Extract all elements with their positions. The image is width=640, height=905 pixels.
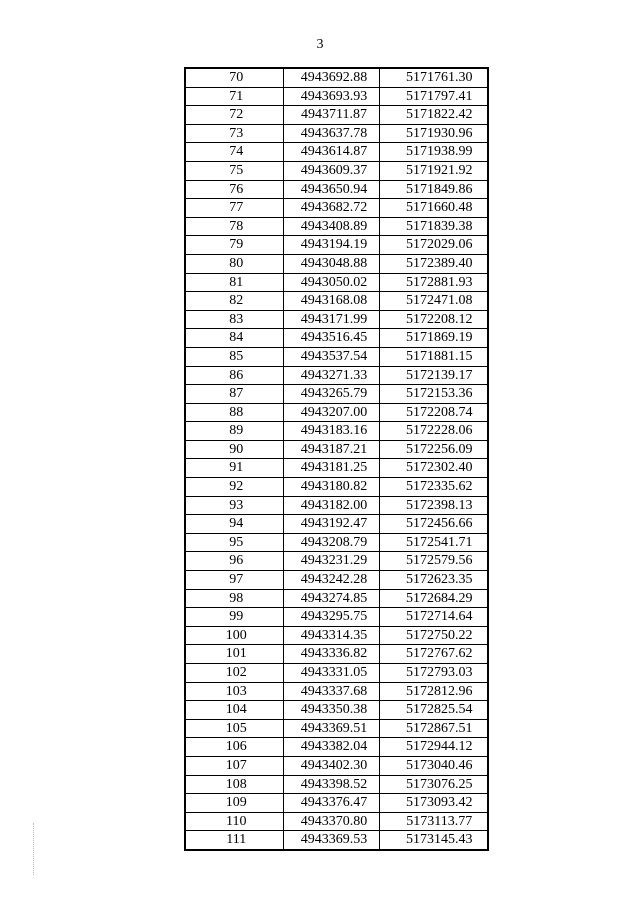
point-number-cell: 102 — [185, 664, 283, 683]
y-coordinate-cell: 5172793.03 — [379, 664, 488, 683]
x-coordinate-cell: 4943192.47 — [283, 515, 379, 534]
y-coordinate-cell: 5172389.40 — [379, 254, 488, 273]
x-coordinate-cell: 4943208.79 — [283, 533, 379, 552]
x-coordinate-cell: 4943207.00 — [283, 403, 379, 422]
table-row — [185, 385, 488, 404]
table-row — [185, 738, 488, 757]
y-coordinate-cell: 5172944.12 — [379, 738, 488, 757]
point-number-cell: 85 — [185, 347, 283, 366]
point-number-cell: 81 — [185, 273, 283, 292]
table-row — [185, 515, 488, 534]
point-number-cell: 101 — [185, 645, 283, 664]
x-coordinate-cell: 4943274.85 — [283, 589, 379, 608]
point-number-cell: 94 — [185, 515, 283, 534]
y-coordinate-cell: 5171660.48 — [379, 199, 488, 218]
point-number-cell: 82 — [185, 292, 283, 311]
table-row — [185, 756, 488, 775]
x-coordinate-cell: 4943271.33 — [283, 366, 379, 385]
y-coordinate-cell: 5172456.66 — [379, 515, 488, 534]
point-number-cell: 87 — [185, 385, 283, 404]
table-row — [185, 422, 488, 441]
x-coordinate-cell: 4943295.75 — [283, 608, 379, 627]
point-number-cell: 89 — [185, 422, 283, 441]
table-row — [185, 273, 488, 292]
y-coordinate-cell: 5172867.51 — [379, 719, 488, 738]
x-coordinate-cell: 4943168.08 — [283, 292, 379, 311]
table-row — [185, 310, 488, 329]
x-coordinate-cell: 4943516.45 — [283, 329, 379, 348]
y-coordinate-cell: 5171797.41 — [379, 87, 488, 106]
table-row — [185, 496, 488, 515]
x-coordinate-cell: 4943609.37 — [283, 161, 379, 180]
x-coordinate-cell: 4943402.30 — [283, 756, 379, 775]
table-row — [185, 664, 488, 683]
y-coordinate-cell: 5172541.71 — [379, 533, 488, 552]
table-row — [185, 533, 488, 552]
table-row — [185, 589, 488, 608]
point-number-cell: 77 — [185, 199, 283, 218]
x-coordinate-cell: 4943265.79 — [283, 385, 379, 404]
y-coordinate-cell: 5172684.29 — [379, 589, 488, 608]
y-coordinate-cell: 5171938.99 — [379, 143, 488, 162]
x-coordinate-cell: 4943398.52 — [283, 775, 379, 794]
y-coordinate-cell: 5173145.43 — [379, 831, 488, 850]
y-coordinate-cell: 5172623.35 — [379, 571, 488, 590]
point-number-cell: 105 — [185, 719, 283, 738]
point-number-cell: 106 — [185, 738, 283, 757]
x-coordinate-cell: 4943637.78 — [283, 124, 379, 143]
x-coordinate-cell: 4943408.89 — [283, 217, 379, 236]
y-coordinate-cell: 5171881.15 — [379, 347, 488, 366]
y-coordinate-cell: 5172714.64 — [379, 608, 488, 627]
table-row — [185, 812, 488, 831]
x-coordinate-cell: 4943187.21 — [283, 440, 379, 459]
point-number-cell: 88 — [185, 403, 283, 422]
y-coordinate-cell: 5172256.09 — [379, 440, 488, 459]
point-number-cell: 95 — [185, 533, 283, 552]
y-coordinate-cell: 5172812.96 — [379, 682, 488, 701]
table-row — [185, 254, 488, 273]
point-number-cell: 80 — [185, 254, 283, 273]
point-number-cell: 93 — [185, 496, 283, 515]
point-number-cell: 76 — [185, 180, 283, 199]
point-number-cell: 109 — [185, 794, 283, 813]
y-coordinate-cell: 5172767.62 — [379, 645, 488, 664]
y-coordinate-cell: 5172398.13 — [379, 496, 488, 515]
y-coordinate-cell: 5173113.77 — [379, 812, 488, 831]
table-row — [185, 68, 488, 87]
table-row — [185, 701, 488, 720]
x-coordinate-cell: 4943711.87 — [283, 106, 379, 125]
table-row — [185, 124, 488, 143]
table-row — [185, 608, 488, 627]
x-coordinate-cell: 4943614.87 — [283, 143, 379, 162]
table-row — [185, 794, 488, 813]
table-row — [185, 645, 488, 664]
x-coordinate-cell: 4943048.88 — [283, 254, 379, 273]
table-row — [185, 478, 488, 497]
x-coordinate-cell: 4943350.38 — [283, 701, 379, 720]
table-row — [185, 347, 488, 366]
point-number-cell: 83 — [185, 310, 283, 329]
table-row — [185, 552, 488, 571]
x-coordinate-cell: 4943537.54 — [283, 347, 379, 366]
x-coordinate-cell: 4943314.35 — [283, 626, 379, 645]
y-coordinate-cell: 5171849.86 — [379, 180, 488, 199]
table-row — [185, 180, 488, 199]
table-row — [185, 217, 488, 236]
x-coordinate-cell: 4943650.94 — [283, 180, 379, 199]
x-coordinate-cell: 4943382.04 — [283, 738, 379, 757]
table-row — [185, 626, 488, 645]
y-coordinate-cell: 5172139.17 — [379, 366, 488, 385]
table-row — [185, 292, 488, 311]
table-row — [185, 403, 488, 422]
table-row — [185, 459, 488, 478]
page-number: 3 — [316, 37, 324, 52]
table-row — [185, 682, 488, 701]
point-number-cell: 98 — [185, 589, 283, 608]
point-number-cell: 96 — [185, 552, 283, 571]
x-coordinate-cell: 4943682.72 — [283, 199, 379, 218]
table-row — [185, 440, 488, 459]
coordinate-table — [184, 67, 489, 851]
x-coordinate-cell: 4943376.47 — [283, 794, 379, 813]
point-number-cell: 74 — [185, 143, 283, 162]
y-coordinate-cell: 5171930.96 — [379, 124, 488, 143]
x-coordinate-cell: 4943050.02 — [283, 273, 379, 292]
y-coordinate-cell: 5172208.74 — [379, 403, 488, 422]
y-coordinate-cell: 5172335.62 — [379, 478, 488, 497]
point-number-cell: 91 — [185, 459, 283, 478]
x-coordinate-cell: 4943183.16 — [283, 422, 379, 441]
x-coordinate-cell: 4943336.82 — [283, 645, 379, 664]
y-coordinate-cell: 5173093.42 — [379, 794, 488, 813]
point-number-cell: 84 — [185, 329, 283, 348]
y-coordinate-cell: 5171869.19 — [379, 329, 488, 348]
x-coordinate-cell: 4943242.28 — [283, 571, 379, 590]
x-coordinate-cell: 4943692.88 — [283, 68, 379, 87]
point-number-cell: 92 — [185, 478, 283, 497]
table-row — [185, 719, 488, 738]
table-row — [185, 329, 488, 348]
y-coordinate-cell: 5172579.56 — [379, 552, 488, 571]
x-coordinate-cell: 4943194.19 — [283, 236, 379, 255]
table-row — [185, 775, 488, 794]
point-number-cell: 75 — [185, 161, 283, 180]
y-coordinate-cell: 5171839.38 — [379, 217, 488, 236]
x-coordinate-cell: 4943369.53 — [283, 831, 379, 850]
point-number-cell: 86 — [185, 366, 283, 385]
point-number-cell: 97 — [185, 571, 283, 590]
x-coordinate-cell: 4943337.68 — [283, 682, 379, 701]
y-coordinate-cell: 5173076.25 — [379, 775, 488, 794]
point-number-cell: 104 — [185, 701, 283, 720]
point-number-cell: 107 — [185, 756, 283, 775]
y-coordinate-cell: 5172228.06 — [379, 422, 488, 441]
point-number-cell: 70 — [185, 68, 283, 87]
table-row — [185, 161, 488, 180]
point-number-cell: 71 — [185, 87, 283, 106]
point-number-cell: 108 — [185, 775, 283, 794]
y-coordinate-cell: 5172881.93 — [379, 273, 488, 292]
table-row — [185, 571, 488, 590]
y-coordinate-cell: 5171921.92 — [379, 161, 488, 180]
table-row — [185, 831, 488, 850]
x-coordinate-cell: 4943181.25 — [283, 459, 379, 478]
point-number-cell: 100 — [185, 626, 283, 645]
y-coordinate-cell: 5172825.54 — [379, 701, 488, 720]
y-coordinate-cell: 5172302.40 — [379, 459, 488, 478]
y-coordinate-cell: 5172750.22 — [379, 626, 488, 645]
table-row — [185, 366, 488, 385]
x-coordinate-cell: 4943171.99 — [283, 310, 379, 329]
point-number-cell: 103 — [185, 682, 283, 701]
y-coordinate-cell: 5172029.06 — [379, 236, 488, 255]
x-coordinate-cell: 4943180.82 — [283, 478, 379, 497]
x-coordinate-cell: 4943231.29 — [283, 552, 379, 571]
point-number-cell: 90 — [185, 440, 283, 459]
y-coordinate-cell: 5172153.36 — [379, 385, 488, 404]
x-coordinate-cell: 4943370.80 — [283, 812, 379, 831]
point-number-cell: 79 — [185, 236, 283, 255]
table-row — [185, 87, 488, 106]
margin-scan-mark — [33, 823, 35, 875]
y-coordinate-cell: 5173040.46 — [379, 756, 488, 775]
coordinate-table-body — [185, 68, 488, 850]
table-row — [185, 106, 488, 125]
x-coordinate-cell: 4943182.00 — [283, 496, 379, 515]
table-row — [185, 236, 488, 255]
y-coordinate-cell: 5172471.08 — [379, 292, 488, 311]
point-number-cell: 73 — [185, 124, 283, 143]
point-number-cell: 99 — [185, 608, 283, 627]
x-coordinate-cell: 4943693.93 — [283, 87, 379, 106]
table-row — [185, 199, 488, 218]
point-number-cell: 110 — [185, 812, 283, 831]
y-coordinate-cell: 5172208.12 — [379, 310, 488, 329]
table-row — [185, 143, 488, 162]
y-coordinate-cell: 5171822.42 — [379, 106, 488, 125]
x-coordinate-cell: 4943369.51 — [283, 719, 379, 738]
y-coordinate-cell: 5171761.30 — [379, 68, 488, 87]
point-number-cell: 78 — [185, 217, 283, 236]
point-number-cell: 72 — [185, 106, 283, 125]
x-coordinate-cell: 4943331.05 — [283, 664, 379, 683]
point-number-cell: 111 — [185, 831, 283, 850]
